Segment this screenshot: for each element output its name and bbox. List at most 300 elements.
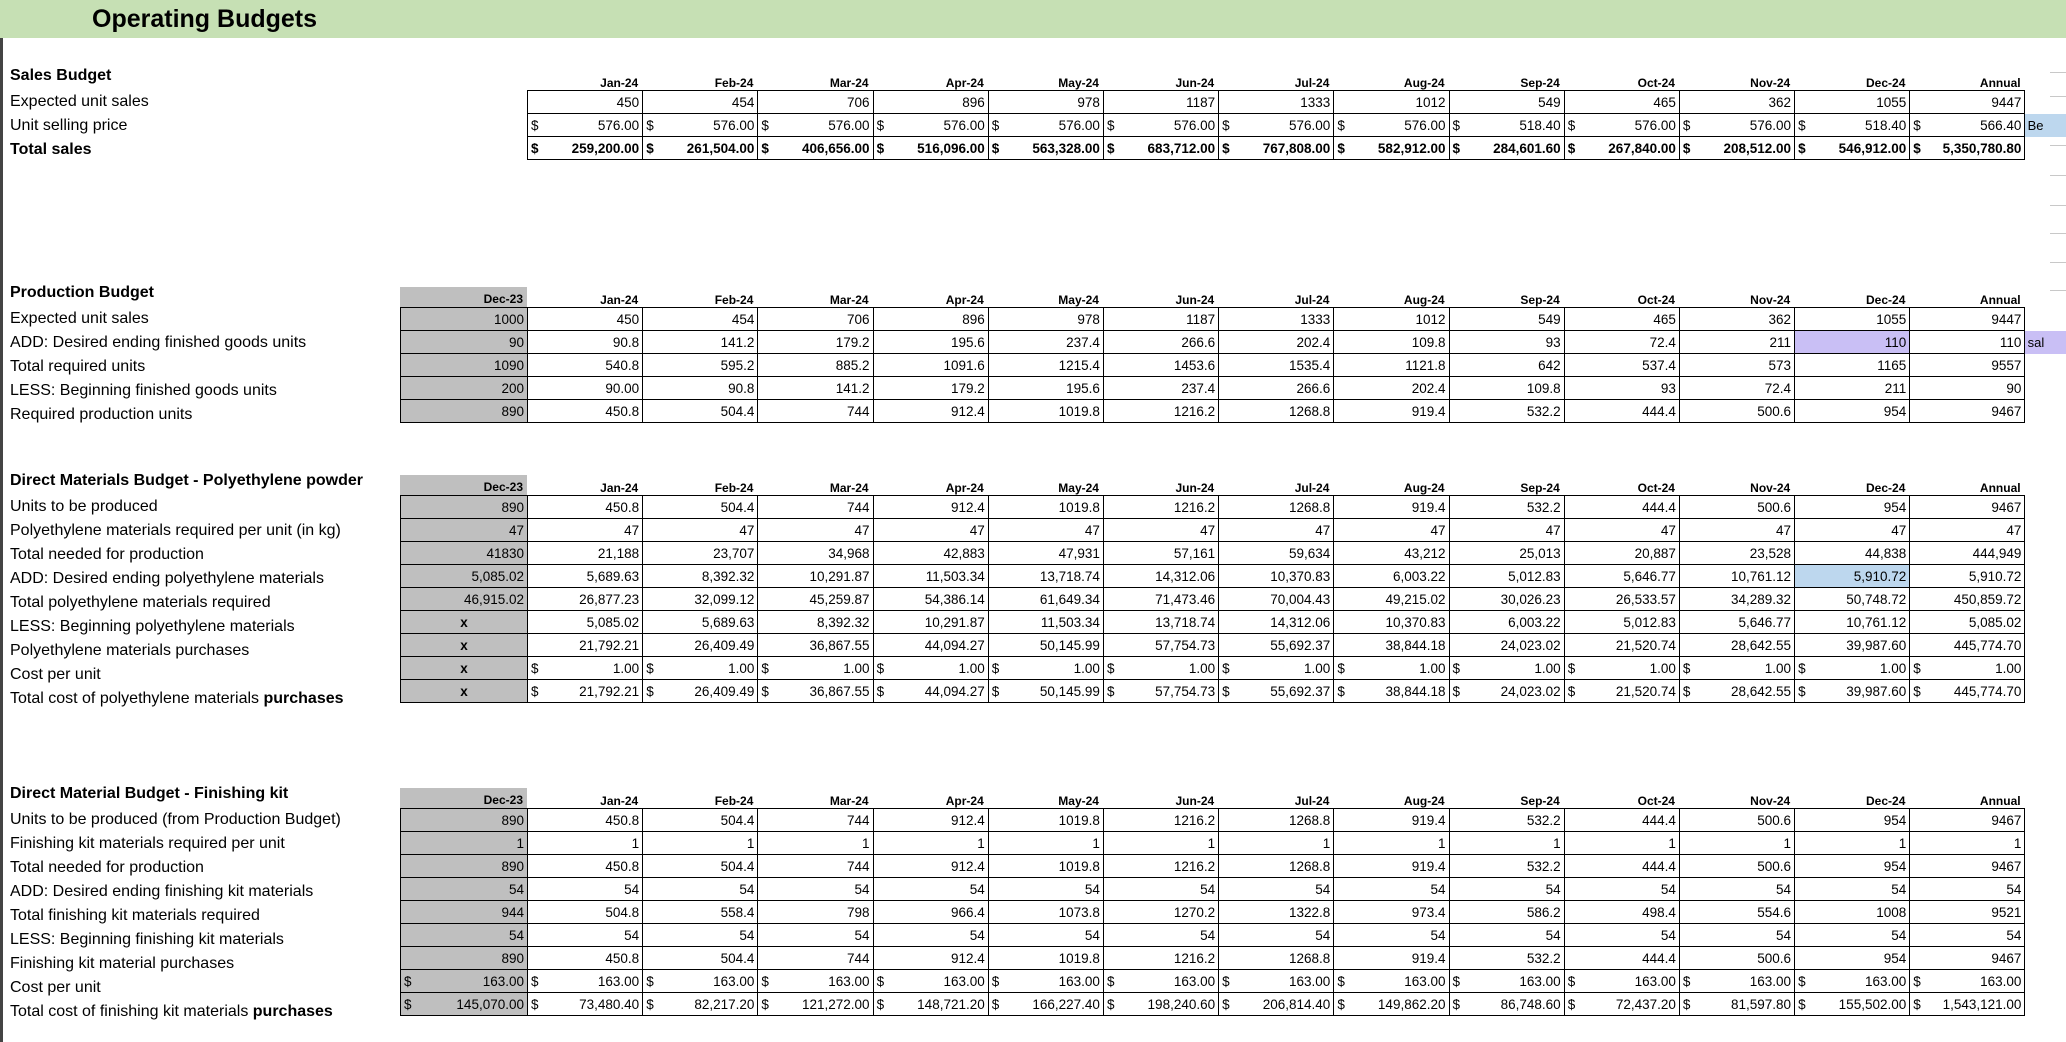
- dec-23-cell[interactable]: [401, 611, 528, 634]
- cell-aug-24[interactable]: [1334, 970, 1449, 993]
- cell-dec-24[interactable]: [1795, 519, 1910, 542]
- cell-nov-24[interactable]: [1679, 137, 1794, 160]
- cell-oct-24[interactable]: [1564, 400, 1679, 423]
- cell-sep-24[interactable]: [1449, 377, 1564, 400]
- dec-23-cell[interactable]: [401, 331, 528, 354]
- cell-mar-24[interactable]: [758, 970, 873, 993]
- cell-aug-24[interactable]: [1334, 657, 1449, 680]
- cell-apr-24[interactable]: [873, 611, 988, 634]
- cell-annual[interactable]: [1910, 542, 2025, 565]
- cell-sep-24[interactable]: [1449, 400, 1564, 423]
- cell-may-24[interactable]: [988, 331, 1103, 354]
- cell-sep-24[interactable]: [1449, 542, 1564, 565]
- cell-dec-24[interactable]: [1795, 377, 1910, 400]
- cell-feb-24[interactable]: [643, 680, 758, 703]
- cell-feb-24[interactable]: [643, 901, 758, 924]
- cell-jan-24[interactable]: [528, 809, 643, 832]
- cell-dec-24[interactable]: [1795, 809, 1910, 832]
- cell-annual[interactable]: [1910, 611, 2025, 634]
- cell-dec-24[interactable]: [1795, 634, 1910, 657]
- cell-sep-24[interactable]: [1449, 565, 1564, 588]
- cell-jan-24[interactable]: [528, 947, 643, 970]
- cell-jul-24[interactable]: [1219, 611, 1334, 634]
- cell-nov-24[interactable]: [1679, 519, 1794, 542]
- cell-oct-24[interactable]: [1564, 611, 1679, 634]
- cell-nov-24[interactable]: [1679, 924, 1794, 947]
- cell-mar-24[interactable]: [758, 855, 873, 878]
- dec-23-cell[interactable]: [401, 634, 528, 657]
- cell-oct-24[interactable]: [1564, 377, 1679, 400]
- cell-jul-24[interactable]: [1219, 657, 1334, 680]
- cell-mar-24[interactable]: [758, 114, 873, 137]
- cell-jul-24[interactable]: [1219, 680, 1334, 703]
- cell-jul-24[interactable]: [1219, 496, 1334, 519]
- cell-dec-24[interactable]: [1795, 680, 1910, 703]
- cell-mar-24[interactable]: [758, 542, 873, 565]
- cell-apr-24[interactable]: [873, 91, 988, 114]
- cell-feb-24[interactable]: [643, 565, 758, 588]
- cell-annual[interactable]: [1910, 809, 2025, 832]
- cell-sep-24[interactable]: [1449, 331, 1564, 354]
- cell-jul-24[interactable]: [1219, 832, 1334, 855]
- cell-oct-24[interactable]: [1564, 993, 1679, 1016]
- cell-oct-24[interactable]: [1564, 114, 1679, 137]
- dec-23-cell[interactable]: [401, 809, 528, 832]
- dec-23-cell[interactable]: [401, 354, 528, 377]
- cell-mar-24[interactable]: [758, 947, 873, 970]
- cell-feb-24[interactable]: [643, 377, 758, 400]
- cell-jan-24[interactable]: [528, 611, 643, 634]
- cell-sep-24[interactable]: [1449, 970, 1564, 993]
- cell-mar-24[interactable]: [758, 91, 873, 114]
- cell-jun-24[interactable]: [1103, 400, 1218, 423]
- dec-23-cell[interactable]: [401, 308, 528, 331]
- cell-apr-24[interactable]: [873, 634, 988, 657]
- cell-jan-24[interactable]: [528, 308, 643, 331]
- cell-nov-24[interactable]: [1679, 354, 1794, 377]
- cell-sep-24[interactable]: [1449, 855, 1564, 878]
- cell-annual[interactable]: [1910, 947, 2025, 970]
- cell-apr-24[interactable]: [873, 519, 988, 542]
- cell-may-24[interactable]: [988, 878, 1103, 901]
- cell-may-24[interactable]: [988, 400, 1103, 423]
- cell-apr-24[interactable]: [873, 680, 988, 703]
- cell-apr-24[interactable]: [873, 114, 988, 137]
- cell-aug-24[interactable]: [1334, 832, 1449, 855]
- cell-dec-24[interactable]: [1795, 657, 1910, 680]
- cell-jul-24[interactable]: [1219, 947, 1334, 970]
- cell-dec-24[interactable]: [1795, 308, 1910, 331]
- cell-aug-24[interactable]: [1334, 354, 1449, 377]
- cell-sep-24[interactable]: [1449, 924, 1564, 947]
- cell-jul-24[interactable]: [1219, 970, 1334, 993]
- cell-mar-24[interactable]: [758, 901, 873, 924]
- cell-jun-24[interactable]: [1103, 496, 1218, 519]
- cell-oct-24[interactable]: [1564, 565, 1679, 588]
- cell-may-24[interactable]: [988, 993, 1103, 1016]
- cell-jun-24[interactable]: [1103, 588, 1218, 611]
- cell-mar-24[interactable]: [758, 588, 873, 611]
- cell-feb-24[interactable]: [643, 924, 758, 947]
- cell-nov-24[interactable]: [1679, 878, 1794, 901]
- cell-sep-24[interactable]: [1449, 993, 1564, 1016]
- cell-feb-24[interactable]: [643, 354, 758, 377]
- cell-nov-24[interactable]: [1679, 377, 1794, 400]
- cell-jan-24[interactable]: [528, 878, 643, 901]
- cell-aug-24[interactable]: [1334, 308, 1449, 331]
- cell-may-24[interactable]: [988, 832, 1103, 855]
- cell-mar-24[interactable]: [758, 331, 873, 354]
- cell-nov-24[interactable]: [1679, 970, 1794, 993]
- cell-may-24[interactable]: [988, 947, 1103, 970]
- cell-jan-24[interactable]: [528, 91, 643, 114]
- cell-jan-24[interactable]: [528, 400, 643, 423]
- cell-apr-24[interactable]: [873, 901, 988, 924]
- cell-apr-24[interactable]: [873, 657, 988, 680]
- cell-oct-24[interactable]: [1564, 970, 1679, 993]
- cell-jul-24[interactable]: [1219, 588, 1334, 611]
- cell-feb-24[interactable]: [643, 91, 758, 114]
- cell-mar-24[interactable]: [758, 993, 873, 1016]
- dec-23-cell[interactable]: [401, 496, 528, 519]
- dec-23-cell[interactable]: [401, 519, 528, 542]
- cell-aug-24[interactable]: [1334, 377, 1449, 400]
- cell-dec-24[interactable]: [1795, 496, 1910, 519]
- cell-feb-24[interactable]: [643, 947, 758, 970]
- cell-apr-24[interactable]: [873, 993, 988, 1016]
- cell-annual[interactable]: [1910, 855, 2025, 878]
- cell-oct-24[interactable]: [1564, 855, 1679, 878]
- cell-mar-24[interactable]: [758, 809, 873, 832]
- cell-apr-24[interactable]: [873, 308, 988, 331]
- cell-aug-24[interactable]: [1334, 878, 1449, 901]
- cell-mar-24[interactable]: [758, 354, 873, 377]
- cell-aug-24[interactable]: [1334, 565, 1449, 588]
- cell-jun-24[interactable]: [1103, 970, 1218, 993]
- cell-jun-24[interactable]: [1103, 542, 1218, 565]
- cell-apr-24[interactable]: [873, 832, 988, 855]
- cell-mar-24[interactable]: [758, 657, 873, 680]
- cell-annual[interactable]: [1910, 634, 2025, 657]
- cell-jan-24[interactable]: [528, 993, 643, 1016]
- cell-feb-24[interactable]: [643, 588, 758, 611]
- cell-aug-24[interactable]: [1334, 137, 1449, 160]
- cell-jun-24[interactable]: [1103, 377, 1218, 400]
- cell-apr-24[interactable]: [873, 331, 988, 354]
- cell-may-24[interactable]: [988, 542, 1103, 565]
- cell-sep-24[interactable]: [1449, 634, 1564, 657]
- dec-23-cell[interactable]: [401, 542, 528, 565]
- cell-oct-24[interactable]: [1564, 924, 1679, 947]
- cell-dec-24[interactable]: [1795, 970, 1910, 993]
- cell-may-24[interactable]: [988, 377, 1103, 400]
- cell-mar-24[interactable]: [758, 680, 873, 703]
- cell-annual[interactable]: [1910, 400, 2025, 423]
- cell-dec-24[interactable]: [1795, 611, 1910, 634]
- cell-apr-24[interactable]: [873, 970, 988, 993]
- cell-may-24[interactable]: [988, 588, 1103, 611]
- cell-jan-24[interactable]: [528, 542, 643, 565]
- cell-jan-24[interactable]: [528, 496, 643, 519]
- cell-mar-24[interactable]: [758, 565, 873, 588]
- cell-nov-24[interactable]: [1679, 611, 1794, 634]
- cell-feb-24[interactable]: [643, 634, 758, 657]
- cell-jul-24[interactable]: [1219, 308, 1334, 331]
- cell-sep-24[interactable]: [1449, 878, 1564, 901]
- cell-jan-24[interactable]: [528, 901, 643, 924]
- cell-jul-24[interactable]: [1219, 809, 1334, 832]
- cell-jun-24[interactable]: [1103, 878, 1218, 901]
- cell-oct-24[interactable]: [1564, 680, 1679, 703]
- cell-jul-24[interactable]: [1219, 855, 1334, 878]
- cell-jan-24[interactable]: [528, 354, 643, 377]
- cell-oct-24[interactable]: [1564, 832, 1679, 855]
- cell-sep-24[interactable]: [1449, 680, 1564, 703]
- cell-jun-24[interactable]: [1103, 901, 1218, 924]
- cell-may-24[interactable]: [988, 308, 1103, 331]
- cell-feb-24[interactable]: [643, 878, 758, 901]
- cell-may-24[interactable]: [988, 114, 1103, 137]
- cell-oct-24[interactable]: [1564, 947, 1679, 970]
- cell-annual[interactable]: [1910, 878, 2025, 901]
- cell-jun-24[interactable]: [1103, 993, 1218, 1016]
- cell-may-24[interactable]: [988, 924, 1103, 947]
- cell-mar-24[interactable]: [758, 878, 873, 901]
- dec-23-cell[interactable]: [401, 657, 528, 680]
- cell-may-24[interactable]: [988, 137, 1103, 160]
- cell-jun-24[interactable]: [1103, 91, 1218, 114]
- cell-feb-24[interactable]: [643, 809, 758, 832]
- cell-sep-24[interactable]: [1449, 832, 1564, 855]
- cell-sep-24[interactable]: [1449, 947, 1564, 970]
- cell-annual[interactable]: [1910, 91, 2025, 114]
- cell-aug-24[interactable]: [1334, 331, 1449, 354]
- cell-annual[interactable]: [1910, 588, 2025, 611]
- cell-feb-24[interactable]: [643, 993, 758, 1016]
- cell-jul-24[interactable]: [1219, 377, 1334, 400]
- cell-nov-24[interactable]: [1679, 588, 1794, 611]
- cell-mar-24[interactable]: [758, 611, 873, 634]
- cell-mar-24[interactable]: [758, 519, 873, 542]
- cell-oct-24[interactable]: [1564, 331, 1679, 354]
- dec-23-cell[interactable]: [401, 832, 528, 855]
- cell-jan-24[interactable]: [528, 377, 643, 400]
- cell-nov-24[interactable]: [1679, 832, 1794, 855]
- cell-sep-24[interactable]: [1449, 611, 1564, 634]
- cell-aug-24[interactable]: [1334, 400, 1449, 423]
- cell-apr-24[interactable]: [873, 878, 988, 901]
- cell-nov-24[interactable]: [1679, 91, 1794, 114]
- cell-dec-24[interactable]: [1795, 91, 1910, 114]
- cell-oct-24[interactable]: [1564, 137, 1679, 160]
- cell-jul-24[interactable]: [1219, 331, 1334, 354]
- cell-nov-24[interactable]: [1679, 993, 1794, 1016]
- cell-jul-24[interactable]: [1219, 354, 1334, 377]
- cell-oct-24[interactable]: [1564, 809, 1679, 832]
- cell-dec-24[interactable]: [1795, 832, 1910, 855]
- cell-jan-24[interactable]: [528, 832, 643, 855]
- cell-nov-24[interactable]: [1679, 901, 1794, 924]
- dec-23-cell[interactable]: [401, 855, 528, 878]
- cell-sep-24[interactable]: [1449, 496, 1564, 519]
- cell-jan-24[interactable]: [528, 855, 643, 878]
- cell-apr-24[interactable]: [873, 588, 988, 611]
- cell-nov-24[interactable]: [1679, 634, 1794, 657]
- cell-annual[interactable]: [1910, 901, 2025, 924]
- cell-aug-24[interactable]: [1334, 114, 1449, 137]
- cell-dec-24[interactable]: [1795, 878, 1910, 901]
- cell-may-24[interactable]: [988, 809, 1103, 832]
- cell-nov-24[interactable]: [1679, 308, 1794, 331]
- cell-may-24[interactable]: [988, 611, 1103, 634]
- cell-may-24[interactable]: [988, 496, 1103, 519]
- dec-23-cell[interactable]: [401, 377, 528, 400]
- cell-nov-24[interactable]: [1679, 657, 1794, 680]
- cell-jul-24[interactable]: [1219, 924, 1334, 947]
- dec-23-cell[interactable]: [401, 901, 528, 924]
- cell-dec-24[interactable]: [1795, 588, 1910, 611]
- cell-nov-24[interactable]: [1679, 947, 1794, 970]
- dec-23-cell[interactable]: [401, 588, 528, 611]
- dec-23-cell[interactable]: [401, 565, 528, 588]
- cell-apr-24[interactable]: [873, 565, 988, 588]
- cell-annual[interactable]: [1910, 114, 2025, 137]
- cell-sep-24[interactable]: [1449, 354, 1564, 377]
- cell-apr-24[interactable]: [873, 924, 988, 947]
- cell-annual[interactable]: [1910, 970, 2025, 993]
- cell-dec-24[interactable]: [1795, 542, 1910, 565]
- cell-oct-24[interactable]: [1564, 542, 1679, 565]
- cell-dec-24[interactable]: [1795, 137, 1910, 160]
- cell-oct-24[interactable]: [1564, 657, 1679, 680]
- cell-feb-24[interactable]: [643, 496, 758, 519]
- cell-jul-24[interactable]: [1219, 634, 1334, 657]
- dec-23-cell[interactable]: [401, 400, 528, 423]
- cell-dec-24[interactable]: [1795, 901, 1910, 924]
- cell-aug-24[interactable]: [1334, 947, 1449, 970]
- cell-apr-24[interactable]: [873, 855, 988, 878]
- cell-dec-24[interactable]: [1795, 400, 1910, 423]
- cell-aug-24[interactable]: [1334, 588, 1449, 611]
- dec-23-cell[interactable]: [401, 878, 528, 901]
- dec-23-cell[interactable]: [401, 680, 528, 703]
- cell-jun-24[interactable]: [1103, 947, 1218, 970]
- cell-may-24[interactable]: [988, 680, 1103, 703]
- cell-mar-24[interactable]: [758, 308, 873, 331]
- cell-jun-24[interactable]: [1103, 611, 1218, 634]
- cell-may-24[interactable]: [988, 657, 1103, 680]
- cell-feb-24[interactable]: [643, 114, 758, 137]
- cell-annual[interactable]: [1910, 924, 2025, 947]
- cell-dec-24[interactable]: [1795, 331, 1910, 354]
- cell-apr-24[interactable]: [873, 947, 988, 970]
- cell-nov-24[interactable]: [1679, 565, 1794, 588]
- cell-oct-24[interactable]: [1564, 634, 1679, 657]
- cell-dec-24[interactable]: [1795, 114, 1910, 137]
- cell-jan-24[interactable]: [528, 114, 643, 137]
- cell-jan-24[interactable]: [528, 657, 643, 680]
- cell-may-24[interactable]: [988, 901, 1103, 924]
- cell-sep-24[interactable]: [1449, 519, 1564, 542]
- cell-jun-24[interactable]: [1103, 924, 1218, 947]
- cell-sep-24[interactable]: [1449, 588, 1564, 611]
- cell-apr-24[interactable]: [873, 809, 988, 832]
- cell-jan-24[interactable]: [528, 634, 643, 657]
- cell-jun-24[interactable]: [1103, 832, 1218, 855]
- cell-oct-24[interactable]: [1564, 354, 1679, 377]
- cell-jun-24[interactable]: [1103, 308, 1218, 331]
- cell-aug-24[interactable]: [1334, 519, 1449, 542]
- cell-jan-24[interactable]: [528, 680, 643, 703]
- cell-jan-24[interactable]: [528, 137, 643, 160]
- cell-jul-24[interactable]: [1219, 542, 1334, 565]
- cell-feb-24[interactable]: [643, 542, 758, 565]
- cell-oct-24[interactable]: [1564, 878, 1679, 901]
- cell-may-24[interactable]: [988, 855, 1103, 878]
- cell-may-24[interactable]: [988, 565, 1103, 588]
- cell-jun-24[interactable]: [1103, 657, 1218, 680]
- cell-oct-24[interactable]: [1564, 588, 1679, 611]
- cell-jul-24[interactable]: [1219, 114, 1334, 137]
- cell-jan-24[interactable]: [528, 565, 643, 588]
- cell-nov-24[interactable]: [1679, 400, 1794, 423]
- dec-23-cell[interactable]: [401, 993, 528, 1016]
- cell-annual[interactable]: [1910, 331, 2025, 354]
- cell-annual[interactable]: [1910, 519, 2025, 542]
- cell-aug-24[interactable]: [1334, 611, 1449, 634]
- cell-mar-24[interactable]: [758, 634, 873, 657]
- cell-mar-24[interactable]: [758, 400, 873, 423]
- dec-23-cell[interactable]: [401, 970, 528, 993]
- cell-jun-24[interactable]: [1103, 565, 1218, 588]
- cell-dec-24[interactable]: [1795, 924, 1910, 947]
- cell-jun-24[interactable]: [1103, 354, 1218, 377]
- cell-sep-24[interactable]: [1449, 657, 1564, 680]
- cell-jun-24[interactable]: [1103, 809, 1218, 832]
- cell-mar-24[interactable]: [758, 137, 873, 160]
- cell-feb-24[interactable]: [643, 832, 758, 855]
- cell-nov-24[interactable]: [1679, 855, 1794, 878]
- cell-annual[interactable]: [1910, 496, 2025, 519]
- cell-annual[interactable]: [1910, 832, 2025, 855]
- cell-aug-24[interactable]: [1334, 901, 1449, 924]
- cell-aug-24[interactable]: [1334, 993, 1449, 1016]
- cell-mar-24[interactable]: [758, 924, 873, 947]
- cell-apr-24[interactable]: [873, 354, 988, 377]
- cell-jun-24[interactable]: [1103, 680, 1218, 703]
- cell-feb-24[interactable]: [643, 657, 758, 680]
- cell-feb-24[interactable]: [643, 308, 758, 331]
- cell-jun-24[interactable]: [1103, 331, 1218, 354]
- cell-mar-24[interactable]: [758, 496, 873, 519]
- cell-dec-24[interactable]: [1795, 354, 1910, 377]
- cell-apr-24[interactable]: [873, 137, 988, 160]
- cell-may-24[interactable]: [988, 519, 1103, 542]
- cell-apr-24[interactable]: [873, 542, 988, 565]
- cell-annual[interactable]: [1910, 308, 2025, 331]
- cell-nov-24[interactable]: [1679, 114, 1794, 137]
- cell-annual[interactable]: [1910, 565, 2025, 588]
- cell-may-24[interactable]: [988, 970, 1103, 993]
- cell-annual[interactable]: [1910, 137, 2025, 160]
- cell-nov-24[interactable]: [1679, 331, 1794, 354]
- cell-oct-24[interactable]: [1564, 519, 1679, 542]
- cell-dec-24[interactable]: [1795, 855, 1910, 878]
- cell-nov-24[interactable]: [1679, 496, 1794, 519]
- cell-sep-24[interactable]: [1449, 308, 1564, 331]
- cell-dec-24[interactable]: [1795, 993, 1910, 1016]
- cell-sep-24[interactable]: [1449, 91, 1564, 114]
